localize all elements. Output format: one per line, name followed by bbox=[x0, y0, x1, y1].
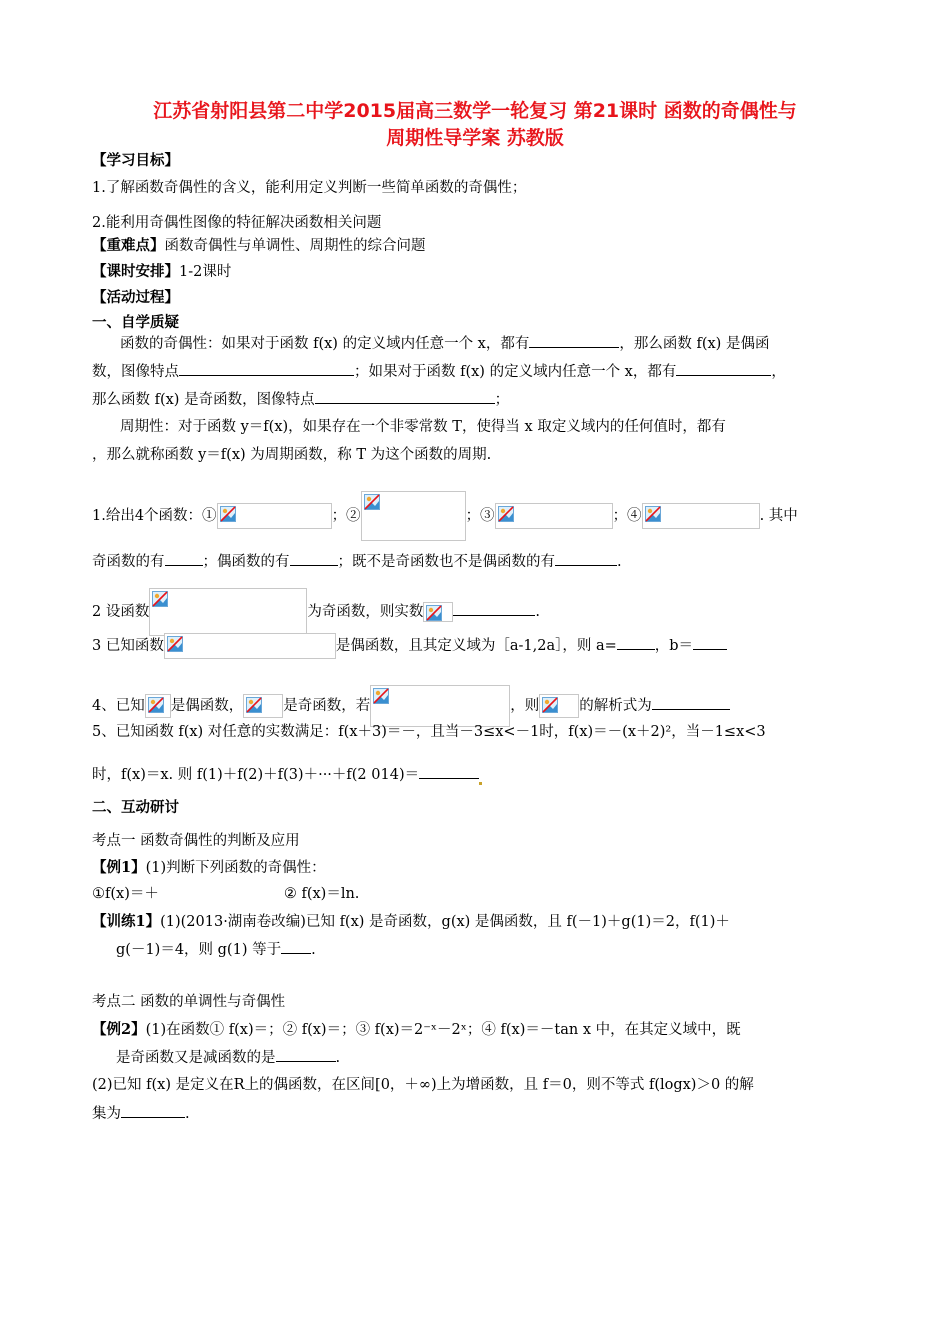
question-5-line1: 5、已知函数 f(x) 对任意的实数满足：f(x＋3)＝－，且当－3≤x<－1时，f(x)＝－(x＋2)²，当－1≤x<3 bbox=[92, 724, 766, 740]
example-1-item-a: ①f(x)＝＋ bbox=[92, 886, 159, 902]
training-1 bbox=[92, 912, 730, 932]
formula-image-5 bbox=[149, 588, 307, 636]
blank-q5-answer[interactable] bbox=[419, 764, 479, 779]
q3-text-2: 是偶函数，且其定义域为［a-1,2a］，则 a= bbox=[335, 638, 617, 654]
blank-odd-graph[interactable] bbox=[315, 389, 495, 404]
broken-image-icon bbox=[148, 697, 164, 713]
training-1-line2 bbox=[116, 939, 316, 960]
example-1-item-b: ② f(x)＝ln. bbox=[283, 886, 360, 902]
period-def-line2: ，那么就称函数 y＝f(x) 为周期函数，称 T 为这个函数的周期. bbox=[92, 447, 492, 463]
period-def-line1: 周期性：对于函数 y＝f(x)，如果存在一个非零常数 T，使得当 x 取定义域内的任何值时，都有 bbox=[120, 419, 726, 435]
example-2-label: 【例2】 bbox=[92, 1021, 146, 1038]
broken-image-icon bbox=[246, 697, 262, 713]
q1-neither-label: ；既不是奇函数也不是偶函数的有 bbox=[337, 554, 555, 570]
blank-q2-answer[interactable] bbox=[453, 601, 535, 616]
objective-item-2-text: 2.能利用奇偶性图像的特征解决函数相关问题 bbox=[92, 215, 382, 231]
training-1-text-2: g(－1)＝4，则 g(1) 等于 bbox=[116, 942, 282, 958]
blank-q3-b[interactable] bbox=[693, 635, 727, 650]
question-5-line2 bbox=[92, 764, 482, 785]
parity-def-line3 bbox=[92, 389, 509, 410]
q2-text-2: 为奇函数，则实数 bbox=[307, 604, 424, 620]
broken-image-icon bbox=[373, 688, 389, 704]
broken-image-icon bbox=[426, 605, 442, 621]
training-1-end: . bbox=[311, 942, 316, 958]
parity-def-text-6: 那么函数 f(x) 是奇函数，图像特点 bbox=[92, 392, 315, 408]
example-1-text: (1)判断下列函数的奇偶性： bbox=[145, 860, 326, 876]
formula-image-7 bbox=[164, 633, 336, 659]
formula-image-11 bbox=[539, 694, 579, 718]
broken-image-icon bbox=[645, 506, 661, 522]
q4-text-4: ，则 bbox=[510, 698, 540, 714]
q2-end: . bbox=[535, 604, 540, 620]
section1-heading: 一、自学质疑 bbox=[92, 314, 179, 331]
q4-text-3: 是奇函数，若 bbox=[283, 698, 371, 714]
question-1-answers bbox=[92, 551, 622, 572]
key-point-2: 考点二 函数的单调性与奇偶性 bbox=[92, 994, 286, 1010]
parity-def-text-1: 函数的奇偶性：如果对于函数 f(x) 的定义域内任意一个 x，都有 bbox=[120, 336, 530, 352]
key-points-line bbox=[92, 236, 426, 256]
q1-answers-end: . bbox=[617, 554, 622, 570]
q4-text-5: 的解析式为 bbox=[579, 698, 652, 714]
broken-image-icon bbox=[542, 697, 558, 713]
q1-text: 1.给出4个函数：① bbox=[92, 508, 217, 524]
key-points-label: 【重难点】 bbox=[92, 237, 165, 254]
broken-image-icon bbox=[364, 494, 380, 510]
q4-text-2: 是偶函数， bbox=[170, 698, 244, 714]
schedule-text: 1-2课时 bbox=[179, 264, 232, 280]
question-3 bbox=[92, 633, 727, 659]
blank-training-1[interactable] bbox=[281, 939, 311, 954]
q1-sep-3: ；④ bbox=[612, 508, 642, 524]
example-2-end: . bbox=[335, 1050, 341, 1066]
broken-image-icon bbox=[498, 506, 514, 522]
parity-def-text-7: ； bbox=[494, 392, 510, 408]
parity-def-text-5: ， bbox=[771, 364, 786, 380]
q1-odd-label: 奇函数的有 bbox=[92, 554, 165, 570]
example-2-part2-end: . bbox=[185, 1106, 190, 1122]
key-points-text: 函数奇偶性与单调性、周期性的综合问题 bbox=[164, 238, 426, 254]
broken-image-icon bbox=[167, 636, 183, 652]
q4-text-1: 4、已知 bbox=[92, 698, 145, 714]
objectives-heading: 【学习目标】 bbox=[92, 152, 179, 169]
question-1 bbox=[92, 491, 798, 541]
example-2-line2 bbox=[116, 1047, 340, 1068]
parity-def-text-4: ；如果对于函数 f(x) 的定义域内任意一个 x，都有 bbox=[354, 364, 677, 380]
formula-image-3 bbox=[495, 503, 613, 529]
example-2-part2-line2 bbox=[92, 1103, 190, 1124]
blank-neither-functions[interactable] bbox=[555, 551, 617, 566]
mark-dot bbox=[479, 782, 482, 785]
question-2 bbox=[92, 588, 540, 636]
example-1-items bbox=[92, 884, 359, 904]
formula-image-10 bbox=[370, 685, 510, 727]
broken-image-icon bbox=[220, 506, 236, 522]
q2-text-1: 2 设函数 bbox=[92, 604, 150, 620]
schedule-label: 【课时安排】 bbox=[92, 263, 179, 280]
broken-image-icon bbox=[152, 591, 168, 607]
q3-text-3: ，b＝ bbox=[654, 638, 694, 654]
training-1-text: (1)(2013·湖南卷改编)已知 f(x) 是奇函数，g(x) 是偶函数，且 f(－1)＋g(1)＝2，f(1)＋ bbox=[160, 914, 730, 930]
example-2-part2: (2)已知 f(x) 是定义在R上的偶函数，在区间[0，＋∞)上为增函数，且 f＝0，则不等式 f(logx)＞0 的解 bbox=[92, 1077, 754, 1093]
q1-end: . 其中 bbox=[759, 508, 798, 524]
section2-heading: 二、互动研讨 bbox=[92, 799, 179, 816]
parity-def-line1 bbox=[120, 333, 769, 354]
key-point-1: 考点一 函数奇偶性的判断及应用 bbox=[92, 833, 300, 849]
question-4 bbox=[92, 685, 730, 727]
formula-image-8 bbox=[145, 694, 171, 718]
blank-odd-condition[interactable] bbox=[676, 361, 771, 376]
formula-image-1 bbox=[217, 503, 332, 529]
q1-even-label: ；偶函数的有 bbox=[202, 554, 290, 570]
example-2-text-2: 是奇函数又是减函数的是 bbox=[116, 1050, 276, 1066]
schedule-line bbox=[92, 262, 231, 282]
example-2 bbox=[92, 1020, 741, 1040]
formula-image-4 bbox=[642, 503, 760, 529]
parity-def-text-3: 数，图像特点 bbox=[92, 364, 179, 380]
blank-even-graph[interactable] bbox=[179, 361, 354, 376]
blank-odd-functions[interactable] bbox=[165, 551, 203, 566]
blank-even-condition[interactable] bbox=[529, 333, 619, 348]
blank-example-2-2[interactable] bbox=[121, 1103, 185, 1118]
blank-even-functions[interactable] bbox=[290, 551, 338, 566]
training-1-label: 【训练1】 bbox=[92, 913, 161, 930]
blank-q4-answer[interactable] bbox=[652, 695, 730, 710]
formula-image-6 bbox=[423, 602, 453, 622]
parity-def-line2 bbox=[92, 361, 786, 382]
formula-image-9 bbox=[243, 694, 283, 718]
blank-example-2-1[interactable] bbox=[276, 1047, 336, 1062]
q3-text-1: 3 已知函数 bbox=[92, 638, 164, 654]
objective-item-2 bbox=[92, 213, 381, 233]
q1-sep-2: ；③ bbox=[465, 508, 495, 524]
formula-image-2 bbox=[361, 491, 466, 541]
document-title-line2: 周期性导学案 苏教版 bbox=[386, 127, 564, 149]
example-2-text: (1)在函数① f(x)＝；② f(x)＝；③ f(x)＝2⁻ˣ－2ˣ；④ f(x)＝－tan x 中，在其定义域中，既 bbox=[145, 1022, 741, 1038]
objective-item-1: 1.了解函数奇偶性的含义，能利用定义判断一些简单函数的奇偶性； bbox=[92, 180, 527, 196]
process-heading: 【活动过程】 bbox=[92, 289, 179, 306]
parity-def-text-2: ，那么函数 f(x) 是偶函 bbox=[619, 336, 770, 352]
blank-q3-a[interactable] bbox=[617, 635, 655, 650]
q5-text: 时，f(x)＝x. 则 f(1)＋f(2)＋f(3)＋···＋f(2 014)＝ bbox=[92, 767, 420, 783]
document-title-line1: 江苏省射阳县第二中学2015届高三数学一轮复习 第21课时 函数的奇偶性与 bbox=[153, 100, 797, 122]
example-1-label: 【例1】 bbox=[92, 859, 146, 876]
example-1 bbox=[92, 858, 326, 878]
q1-sep-1: ；② bbox=[331, 508, 361, 524]
example-2-part2-text: 集为 bbox=[92, 1106, 121, 1122]
